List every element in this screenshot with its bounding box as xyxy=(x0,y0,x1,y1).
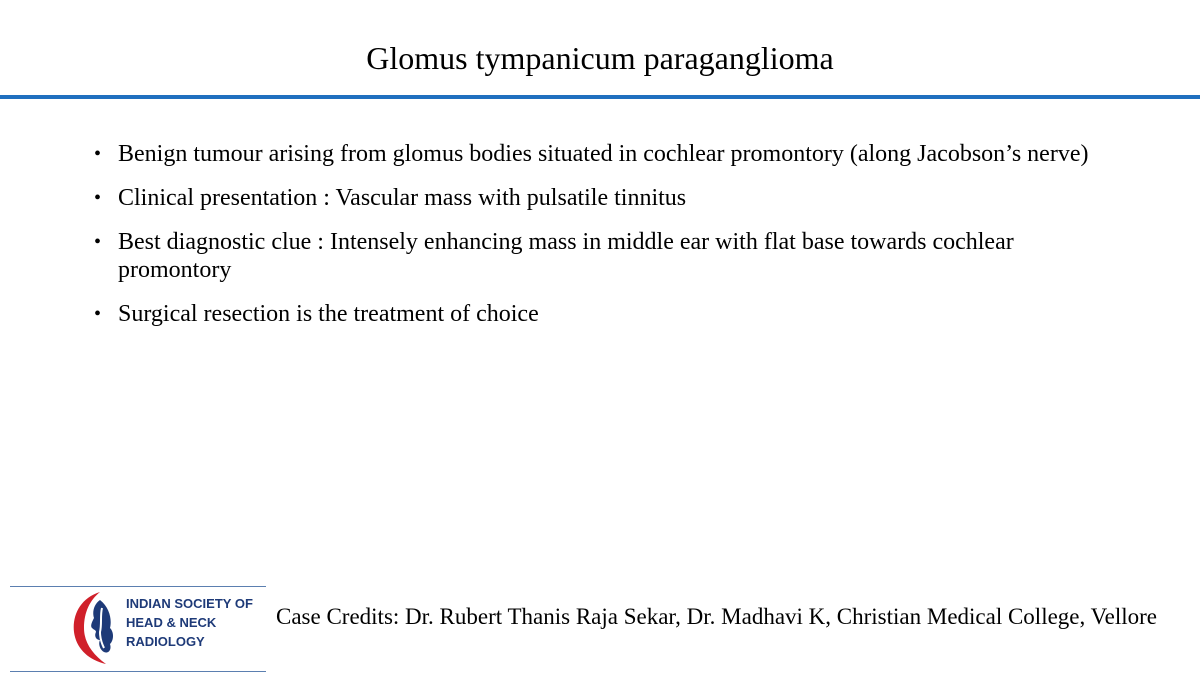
logo-line: INDIAN SOCIETY OF xyxy=(126,596,253,611)
logo-text xyxy=(126,594,253,651)
bullet-text: Clinical presentation : Vascular mass with pulsatile tinnitus xyxy=(118,185,687,211)
bullet-text: Surgical resection is the treatment of choice xyxy=(118,301,539,327)
bullet-text: Best diagnostic clue : Intensely enhancing mass in middle ear with flat base towards cochlear promontory xyxy=(118,229,1014,283)
bullet-item xyxy=(94,228,1094,284)
logo-line: RADIOLOGY xyxy=(126,634,205,649)
bullet-marker: • xyxy=(94,231,102,253)
footer-divider-bottom xyxy=(10,671,266,672)
slide-title: Glomus tympanicum paraganglioma xyxy=(366,40,834,76)
title-divider xyxy=(0,95,1200,99)
bullet-marker: • xyxy=(94,187,102,209)
bullet-item xyxy=(94,184,1094,212)
bullet-marker: • xyxy=(94,143,102,165)
footer-divider-top xyxy=(10,586,266,587)
bullet-marker: • xyxy=(94,303,102,325)
bullet-list xyxy=(94,140,1094,344)
case-credits: Case Credits: Dr. Rubert Thanis Raja Sekar, Dr. Madhavi K, Christian Medical College, Vellore xyxy=(276,604,1158,629)
bullet-item xyxy=(94,300,1094,328)
ishnr-logo-icon xyxy=(70,588,124,668)
bullet-item xyxy=(94,140,1094,168)
bullet-text: Benign tumour arising from glomus bodies situated in cochlear promontory (along Jacobson’s nerve) xyxy=(118,141,1089,167)
logo-line: HEAD & NECK xyxy=(126,615,217,630)
